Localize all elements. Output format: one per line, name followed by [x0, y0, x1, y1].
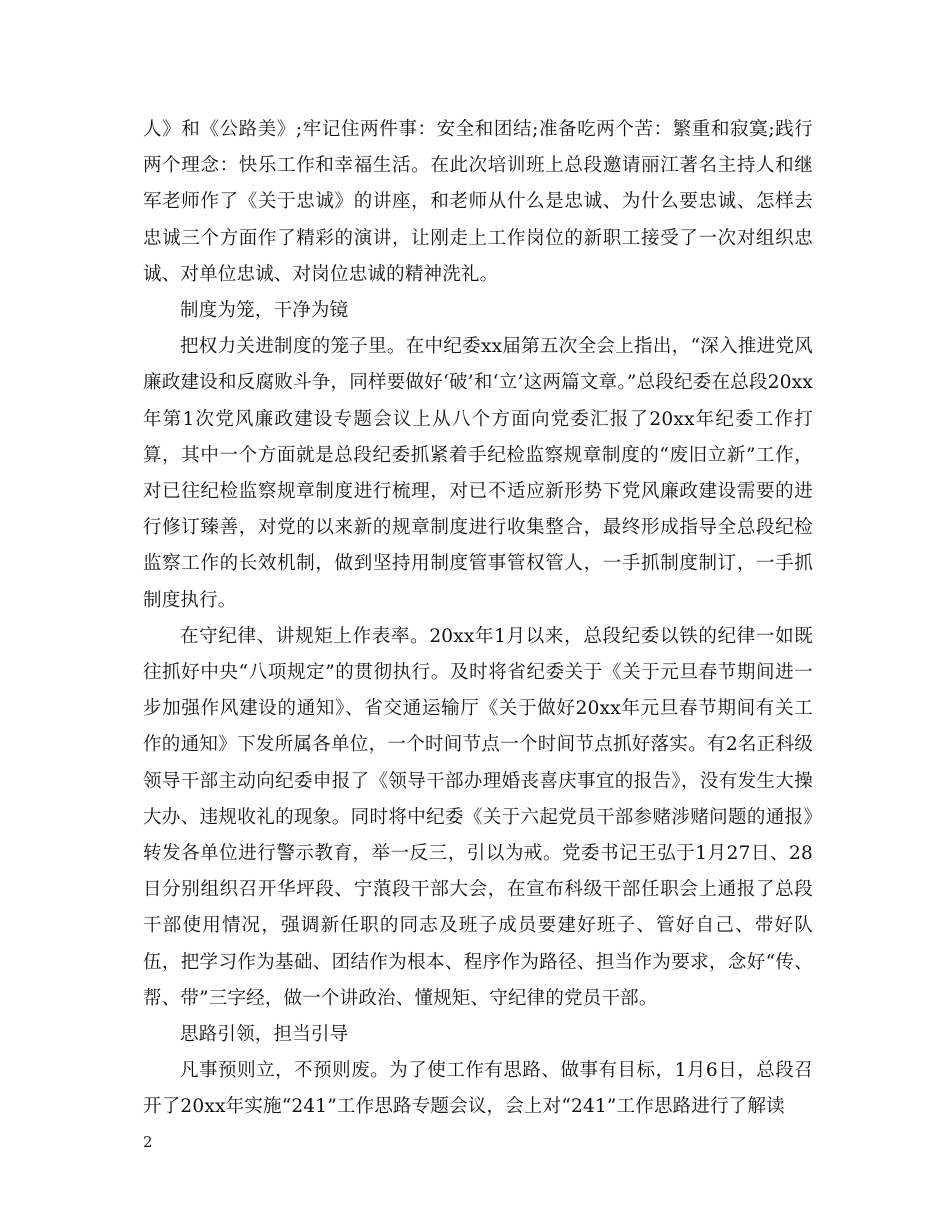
paragraph-planning: 凡事预则立，不预则废。为了使工作有思路、做事有目标，1月6日，总段召开了20xx年实施“241”工作思路专题会议，会上对“241”工作思路进行了解读 [143, 1060, 813, 1118]
page-number: 2 [143, 1133, 153, 1151]
section-heading-thinking-guide: 思路引领，担当引导 [180, 1024, 349, 1046]
paragraph-power-in-cage: 把权力关进制度的笼子里。在中纪委xx届第五次全会上指出，“深入推进党风廉政建设和反腐败斗争，同样要做好‘破’和‘立’这两篇文章。”总段纪委在总段20xx年第1次党风廉政建设专题会议上从八个方面向党委汇报了20xx年纪委工作打算，其中一个方面就是总段纪委抓紧着手纪检监察规章制度的“废旧立新”工作，对已往纪检监察规章制度进行梳理，对已不适应新形势下党风廉政建设需要的进行修订臻善，对党的以来新的规章制度进行收集整合，最终形成指导全总段纪检监察工作的长效机制，做到坚持用制度管事管权管人，一手抓制度制订，一手抓制度执行。 [143, 336, 813, 611]
document-body [143, 112, 813, 1126]
paragraph-training-summary: 人》和《公路美》;牢记住两件事：安全和团结;准备吃两个苦：繁重和寂寞;践行两个理念：快乐工作和幸福生活。在此次培训班上总段邀请丽江著名主持人和继军老师作了《关于忠诚》的讲座，和老师从什么是忠诚、为什么要忠诚、怎样去忠诚三个方面作了精彩的演讲，让刚走上工作岗位的新职工接受了一次对组织忠诚、对单位忠诚、对岗位忠诚的精神洗礼。 [143, 119, 813, 285]
section-heading-system-cage: 制度为笼，干净为镜 [180, 300, 349, 322]
paragraph-discipline-rules: 在守纪律、讲规矩上作表率。20xx年1月以来，总段纪委以铁的纪律一如既往抓好中央“八项规定”的贯彻执行。及时将省纪委关于《关于元旦春节期间进一步加强作风建设的通知》、省交通运输厅《关于做好20xx年元旦春节期间有关工作的通知》下发所属各单位，一个时间节点一个时间节点抓好落实。有2名正科级领导干部主动向纪委申报了《领导干部办理婚丧喜庆事宜的报告》，没有发生大操大办、违规收礼的现象。同时将中纪委《关于六起党员干部参赌涉赌问题的通报》转发各单位进行警示教育，举一反三，引以为戒。党委书记王弘于1月27日、28日分别组织召开华坪段、宁蒗段干部大会，在宣布科级干部任职会上通报了总段干部使用情况，强调新任职的同志及班子成员要建好班子、管好自己、带好队伍，把学习作为基础、团结作为根本、程序作为路径、担当作为要求，念好“传、帮、带”三字经，做一个讲政治、懂规矩、守纪律的党员干部。 [143, 625, 813, 1009]
